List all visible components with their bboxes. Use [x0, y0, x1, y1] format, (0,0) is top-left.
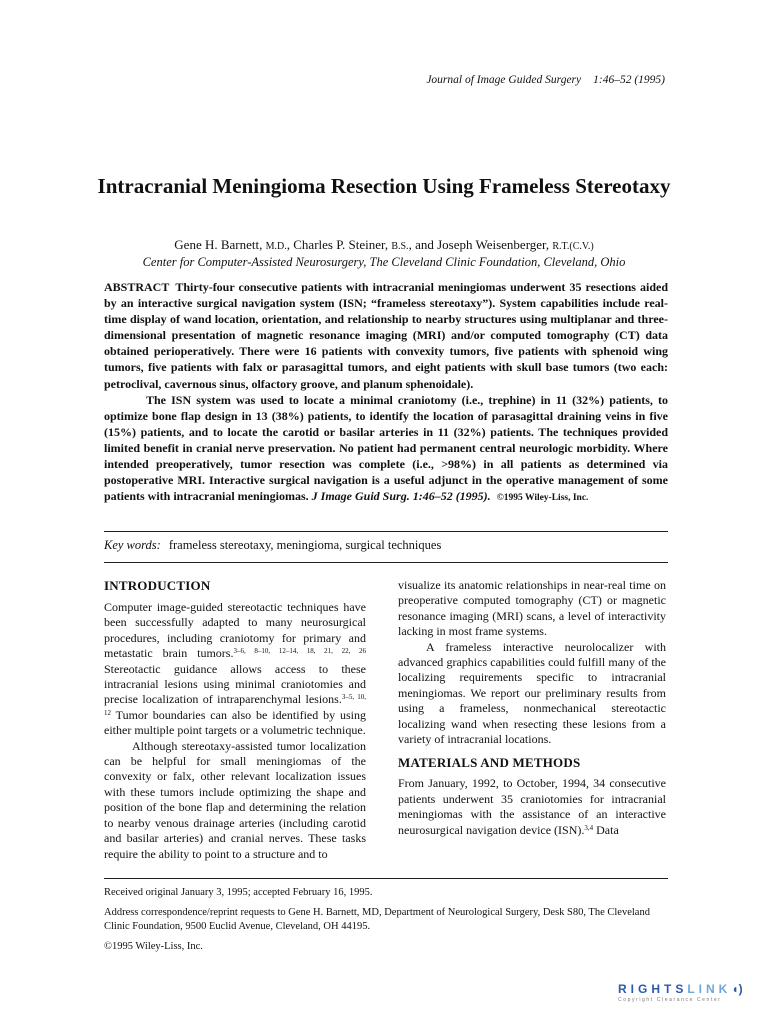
intro-paragraph: Although stereotaxy-assisted tumor localization can be helpful for small meningiomas of the convexity or falx, other relevant localization issues with these tumors include optimizing the shape and position of the bone flap and determining the relation to nearby venous drainage arteries (including carotid and basilar arteries) and cranial nerves. These tasks require the ability to point to a structure and to — [104, 738, 366, 861]
journal-citation: 1:46–52 (1995) — [593, 74, 665, 86]
author-name: Gene H. Barnett, — [174, 237, 266, 252]
keywords-label: Key words: — [104, 538, 161, 552]
intro-text: Computer image-guided stereotactic techniques have been successfully adapted to many neurosurgical procedures, including craniotomy for primary and metastatic brain tumors. — [104, 600, 366, 661]
rightslink-subtitle: Copyright Clearance Center — [618, 997, 722, 1003]
abstract-text: Thirty-four consecutive patients with intracranial meningiomas underwent 35 resections aided by an interactive surgical navigation system (ISN; “frameless stereotaxy”). System capabilities include real-time display of wand location, orientation, and relationship to nearby structures using multiplanar and three-dimensional presentation of magnetic resonance imaging (MRI) and/or computed tomography (CT) data obtained perioperatively. There were 16 patients with convexity tumors, five patients with sphenoid wing tumors, five patients with falx or parasagittal tumors, and eight patients with skull base tumors (two each: petroclival, cavernous sinus, olfactory groove, and planum sphenoidale). — [104, 280, 668, 391]
footnotes — [104, 886, 668, 960]
footnote-address: Address correspondence/reprint requests to Gene H. Barnett, MD, Department of Neurological Surgery, Desk S80, The Cleveland Clinic Foundation, 9500 Euclid Avenue, Cleveland, OH 44195. — [104, 907, 650, 932]
running-head — [426, 74, 665, 86]
intro-text: Tumor boundaries can also be identified by using either multiple point targets or a volumetric technique. — [104, 707, 366, 738]
abstract — [104, 279, 668, 506]
rightslink-rights: RIGHTS — [618, 982, 688, 996]
author-degree: M.D. — [265, 241, 287, 252]
keywords-bottom-rule — [104, 562, 668, 563]
left-column — [104, 578, 366, 862]
reference-superscript: 3–6, 8–10, 12–14, 18, 21, 22, 26 — [233, 647, 367, 656]
reference-superscript: 3,4 — [584, 823, 594, 832]
intro-paragraph: visualize its anatomic relationships in near-real time on preoperative computed tomography (CT) or magnetic resonance imaging (MRI) scans, a level of interactivity lacking in most frame systems. — [398, 578, 666, 639]
intro-paragraph: A frameless interactive neurolocalizer with advanced graphics capabilities could fulfill many of the localizing requirements specific to intracranial meningiomas. We report our preliminary results from using a frameless, nonmechanical stereotactic localizing wand when resecting these lesions from a variety of intracranial locations. — [398, 639, 666, 747]
article-title: Intracranial Meningioma Resection Using Frameless Stereotaxy — [97, 174, 671, 198]
author-name: , and Joseph Weisenberger, — [408, 237, 553, 252]
rightslink-mark-icon: ◖) — [731, 982, 743, 996]
methods-text: Data — [593, 822, 619, 837]
methods-text: From January, 1992, to October, 1994, 34 consecutive patients underwent 35 craniotomies for intracranial meningiomas with the assistance of an interactive neurosurgical navigation device (ISN). — [398, 776, 666, 837]
section-heading-introduction: INTRODUCTION — [104, 578, 211, 593]
affiliation: Center for Computer-Assisted Neurosurgery, The Cleveland Clinic Foundation, Cleveland, Ohio — [142, 255, 626, 269]
rightslink-wordmark — [618, 982, 758, 996]
journal-name: Journal of Image Guided Surgery — [426, 74, 582, 86]
footnote-rule — [104, 878, 668, 879]
keywords — [104, 538, 668, 553]
author-line — [80, 237, 688, 255]
section-heading-methods: MATERIALS AND METHODS — [398, 755, 581, 771]
abstract-copyright: ©1995 Wiley-Liss, Inc. — [496, 493, 589, 504]
rightslink-link: LINK — [687, 982, 732, 996]
abstract-paragraph — [104, 392, 668, 507]
keywords-top-rule — [104, 531, 668, 532]
abstract-citation: J Image Guid Surg. 1:46–52 (1995). — [311, 489, 491, 504]
footnote-copyright: ©1995 Wiley-Liss, Inc. — [104, 941, 203, 952]
rightslink-logo — [618, 982, 758, 1010]
abstract-label: ABSTRACT — [104, 280, 170, 294]
intro-paragraph — [104, 600, 366, 739]
author-name: , Charles P. Steiner, — [286, 237, 392, 252]
intro-text: Stereotactic guidance allows access to these intracranial lesions using minimal craniotomies and precise localization of intraparenchymal lesions. — [104, 661, 366, 707]
abstract-paragraph — [104, 279, 668, 392]
reference-superscript: 3–5, 10, 12 — [104, 693, 366, 717]
right-column — [398, 578, 666, 838]
methods-paragraph — [398, 776, 666, 838]
author-degree: R.T.(C.V.) — [552, 241, 594, 252]
keywords-text: frameless stereotaxy, meningioma, surgical techniques — [168, 538, 442, 552]
footnote-received: Received original January 3, 1995; accepted February 16, 1995. — [104, 887, 373, 898]
abstract-text: The ISN system was used to locate a minimal craniotomy (i.e., trephine) in 11 (32%) patients, to optimize bone flap design in 13 (38%) patients, to identify the location of parasagittal draining veins in five (15%) patients, and to locate the carotid or basilar arteries in 11 (32%) patients. The techniques provided limited benefit in cranial nerve preservation. No patient had permanent central neurologic morbidity. Where intended preoperatively, tumor resection was complete (i.e., >98%) in all patients as determined via postoperative MRI. Interactive surgical navigation is a useful adjunct in the operative management of some patients with intracranial meningiomas. — [104, 392, 668, 504]
author-degree: B.S. — [391, 241, 409, 252]
